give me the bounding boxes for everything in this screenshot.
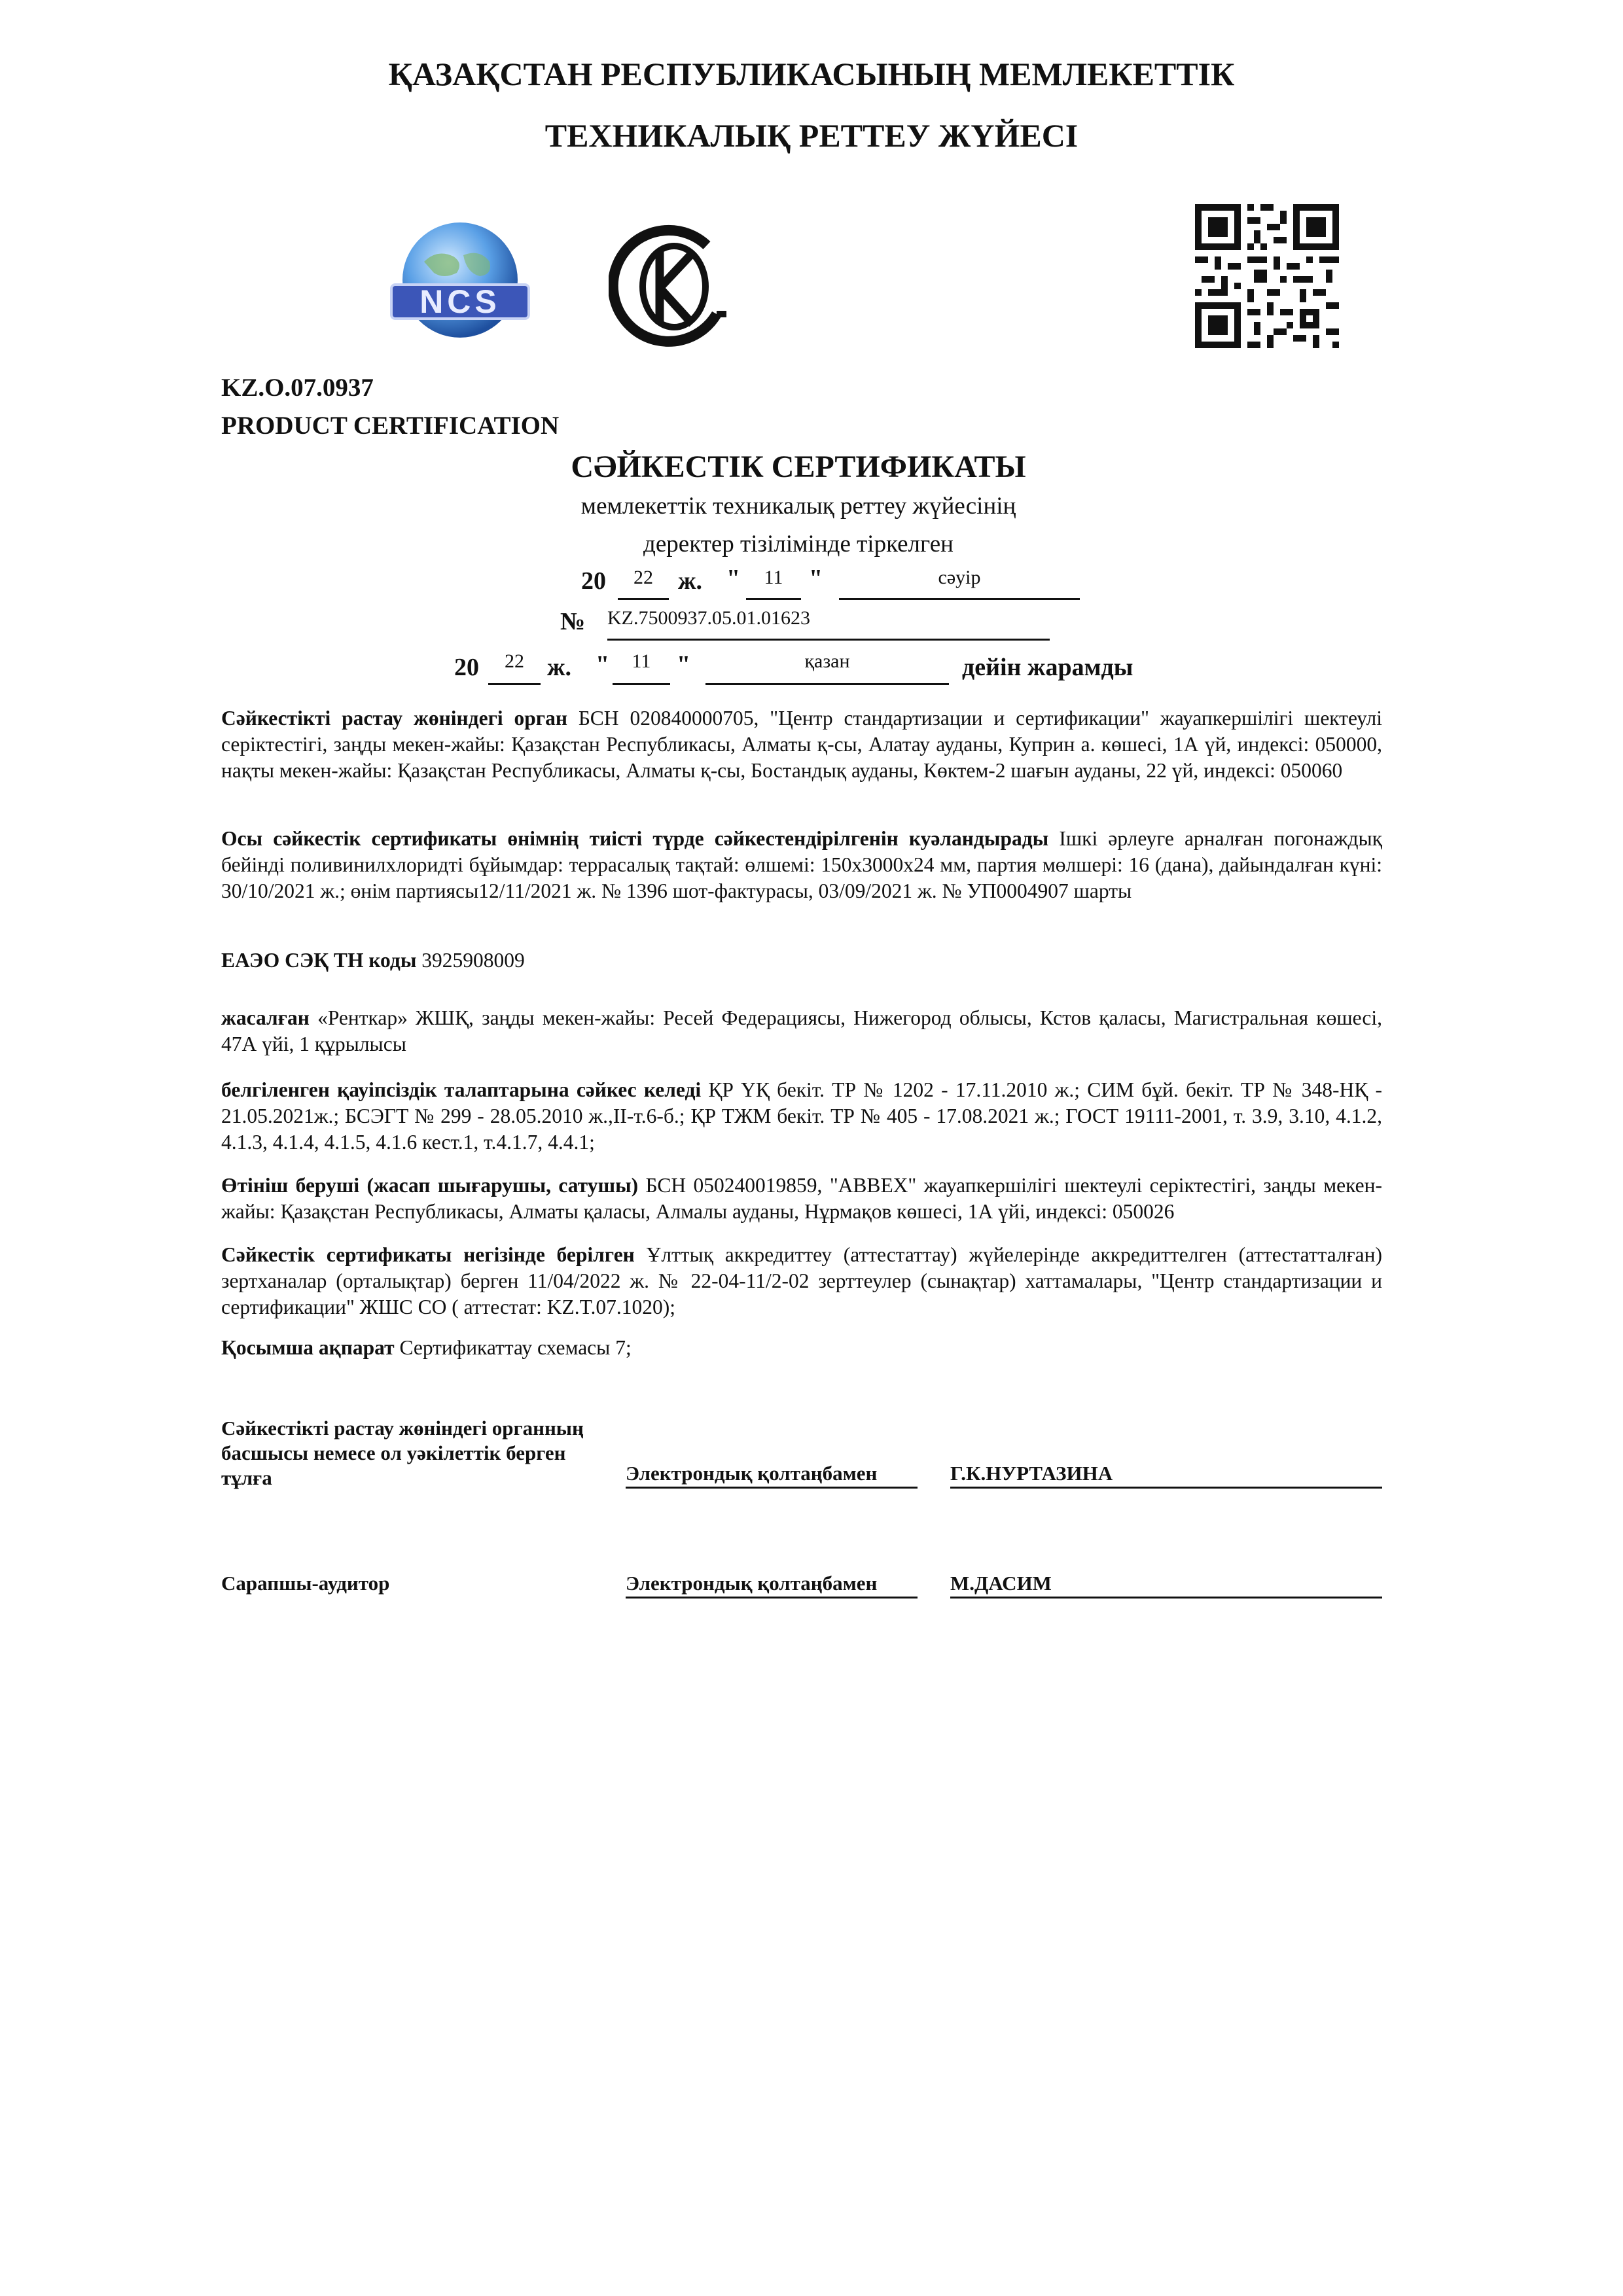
additional-info-paragraph (221, 1335, 1382, 1361)
manufacturer-text: «Ренткар» ЖШҚ, заңды мекен-жайы: Ресей Федерациясы, Нижегород облысы, Кстов қаласы, Магистральная көшесі, 47А үйі, 1 құрылысы (221, 1006, 1382, 1055)
registered-year: 22 (618, 567, 669, 600)
head-signatory-name: Г.К.НУРТАЗИНА (950, 1462, 1382, 1489)
valid-century: 20 (454, 654, 479, 681)
basis-paragraph (221, 1242, 1382, 1320)
registered-quote-close: " (809, 565, 823, 592)
header-line-1: ҚАЗАҚСТАН РЕСПУБЛИКАСЫНЫҢ МЕМЛЕКЕТТІК (388, 56, 1235, 92)
valid-year: 22 (488, 650, 541, 685)
kz-conformity-mark-logo (609, 216, 740, 347)
requirements-paragraph (221, 1077, 1382, 1156)
registry-code: KZ.O.07.0937 (221, 374, 374, 402)
head-label-line-3: тұлға (221, 1466, 272, 1489)
registered-century: 20 (581, 567, 606, 595)
manufacturer-label: жасалған (221, 1006, 310, 1029)
tn-code-label: ЕАЭО СЭҚ ТН коды (221, 949, 417, 972)
qr-code (1195, 204, 1339, 348)
registered-quote-open: " (726, 565, 741, 592)
product-certification-label: PRODUCT CERTIFICATION (221, 412, 560, 440)
requirements-text: ҚР ҮҚ бекіт. ТР № 1202 - 17.11.2010 ж.; СИМ бұй. бекіт. ТР № 348-НҚ - 21.05.2021ж.; БСЭГТ № 299 - 28.05.2010 ж.,II-т.6-б.; ҚР ТЖМ бекіт. ТР № 405 - 17.08.2021 ж.; ГОСТ 19111-2001, т. 3.9, 3.10, 4.1.2, 4.1.3, 4.1.4, 4.1.5, 4.1.6 кест.1, т.4.1.7, 4.4.1; (221, 1078, 1383, 1154)
certification-body-label: Сәйкестікті растау жөніндегі орган (221, 707, 568, 730)
valid-zh: ж. (547, 654, 572, 681)
header-line-2: ТЕХНИКАЛЫҚ РЕТТЕУ ЖҮЙЕСІ (544, 117, 1079, 154)
registered-day: 11 (746, 567, 801, 600)
applicant-label: Өтініш беруші (жасап шығарушы, сатушы) (221, 1174, 639, 1197)
additional-info-text: Сертификаттау схемасы 7; (394, 1336, 632, 1359)
head-label-line-2: басшысы немесе ол уәкілеттік берген (221, 1441, 566, 1464)
product-text: Ішкі әрлеуге арналған погонаждық бейінді поливинилхлоридті бұйымдар: террасалық тақтай: өлшемі: 150х3000х24 мм, партия мөлшері: 16 (дана), дайындалған күні: 30/10/2021 ж.; өнім партиясы12/11/2021 ж. № 1396 шот-фактурасы, 03/09/2021 ж. № УП0004907 шарты (221, 827, 1382, 902)
requirements-label: белгіленген қауіпсіздік талаптарына сәйкес келеді (221, 1078, 702, 1101)
certification-body-text: БСН 020840000705, "Центр стандартизации и сертификации" жауапкершілігі шектеулі серіктестігі, заңды мекен-жайы: Қазақстан Республикасы, Алматы қ-сы, Алатау ауданы, Куприн а. көшесі, 1А үй, индексі: 050000, нақты мекен-жайы: Қазақстан Республикасы, Алматы қ-сы, Бостандық ауданы, Көктем-2 шағын ауданы, 22 үй, индексі: 050060 (221, 707, 1382, 782)
tn-code-value: 3925908009 (416, 949, 525, 972)
ncs-logo (385, 216, 535, 353)
subtitle-line-1: мемлекеттік техникалық реттеу жүйесінің (580, 493, 1016, 520)
certificate-title: СӘЙКЕСТІК СЕРТИФИКАТЫ (571, 450, 1026, 484)
valid-quote-close: " (677, 651, 691, 679)
applicant-paragraph (221, 1173, 1382, 1225)
basis-text: Ұлттық аккредиттеу (аттестаттау) жүйелерінде аккредиттелген (аттестатталған) зертханалар (орталықтар) берген 11/04/2022 ж. № 22-04-11/2-02 зерттеулер (сынақтар) хаттамалары, "Центр стандартизации и сертификации" ЖШС СО ( аттестат: KZ.T.07.1020); (221, 1243, 1382, 1318)
certificate-number: KZ.7500937.05.01.01623 (607, 607, 1050, 641)
auditor-signature-method: Электрондық қолтаңбамен (626, 1572, 918, 1598)
auditor-name: М.ДАСИМ (950, 1572, 1382, 1598)
certification-body-paragraph (221, 705, 1382, 784)
valid-day: 11 (613, 650, 670, 685)
registered-zh: ж. (678, 567, 703, 595)
svg-text:NCS: NCS (419, 283, 501, 320)
product-label: Осы сәйкестік сертификаты өнімнің тиісті түрде сәйкестендірілгенін куәландырады (221, 827, 1049, 850)
auditor-label: Сарапшы-аудитор (221, 1572, 390, 1595)
product-paragraph (221, 826, 1382, 904)
additional-info-label: Қосымша ақпарат (221, 1336, 395, 1359)
manufacturer-paragraph (221, 1005, 1382, 1057)
registered-month: сәуір (839, 567, 1080, 600)
number-symbol: № (560, 608, 586, 635)
valid-until-suffix: дейін жарамды (962, 654, 1133, 681)
valid-month: қазан (705, 650, 949, 685)
applicant-text: БСН 050240019859, "ABBEX" жауапкершілігі шектеулі серіктестігі, заңды мекен-жайы: Қазақстан Республикасы, Алматы қаласы, Алмалы ауданы, Нұрмақов көшесі, 1А үйі, индексі: 050026 (221, 1174, 1382, 1223)
basis-label: Сәйкестік сертификаты негізінде берілген (221, 1243, 635, 1266)
valid-quote-open: " (596, 651, 610, 679)
head-signature-label (221, 1416, 584, 1491)
subtitle-line-2: деректер тізілімінде тіркелген (643, 531, 954, 557)
tn-code-paragraph (221, 947, 1382, 974)
head-label-line-1: Сәйкестікті растау жөніндегі органның (221, 1417, 584, 1439)
head-signature-method: Электрондық қолтаңбамен (626, 1462, 918, 1489)
